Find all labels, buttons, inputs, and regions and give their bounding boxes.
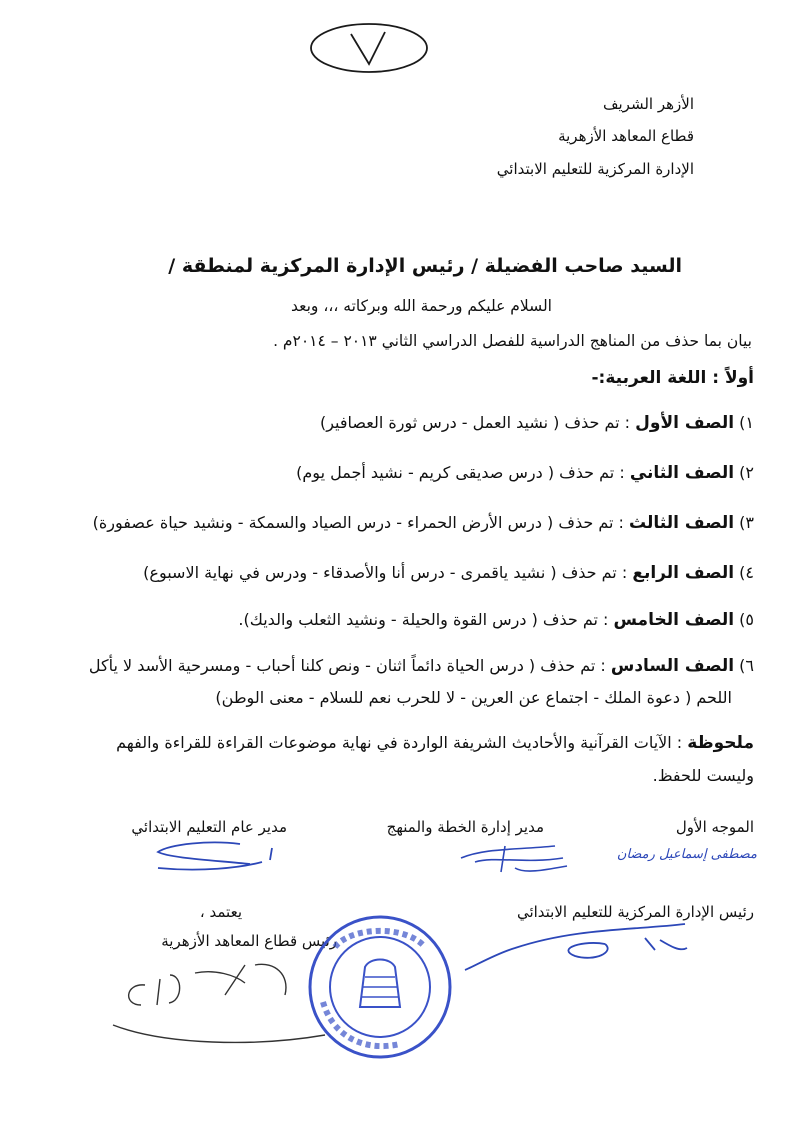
note-continuation: وليست للحفظ. <box>652 766 754 785</box>
official-stamp-seal-icon <box>305 912 455 1062</box>
item-grade: الصف السادس <box>610 656 735 676</box>
sector-head-title: رئيس قطاع المعاهد الأزهرية <box>161 932 337 950</box>
item-grade: الصف الرابع <box>632 563 735 583</box>
item-number: ٤) <box>739 563 754 582</box>
greeting: السلام عليكم ورحمة الله وبركاته ،،، وبعد <box>291 297 552 315</box>
note <box>116 733 754 753</box>
list-item <box>89 656 754 676</box>
list-item <box>93 513 754 533</box>
list-item <box>320 413 754 433</box>
item-grade: الصف الأول <box>635 413 735 433</box>
header-line-2: قطاع المعاهد الأزهرية <box>558 127 694 145</box>
list-item-continuation: اللحم ( دعوة الملك - اجتماع عن العرين - لا للحرب نعم للسلام - معنى الوطن) <box>215 688 732 707</box>
note-label: ملحوظة <box>687 733 754 753</box>
first-mentor-title: الموجه الأول <box>675 818 754 836</box>
item-grade: الصف الثاني <box>629 463 735 483</box>
item-number: ٣) <box>739 513 754 532</box>
plan-director-signature <box>455 838 575 878</box>
list-item <box>238 610 754 630</box>
item-number: ٥) <box>739 610 754 629</box>
header-line-3: الإدارة المركزية للتعليم الابتدائي <box>496 160 694 178</box>
approved-label: يعتمد ، <box>199 903 242 921</box>
item-number: ٢) <box>739 463 754 482</box>
list-item <box>143 563 754 583</box>
item-text: : تم حذف ( درس القوة والحيلة - ونشيد الثعلب والديك). <box>238 610 609 629</box>
item-grade: الصف الثالث <box>629 513 735 533</box>
sector-head-signature <box>105 955 335 1065</box>
central-head-signature <box>455 918 695 978</box>
general-director-signature <box>150 838 290 878</box>
general-director-title: مدير عام التعليم الابتدائي <box>131 818 287 836</box>
list-item <box>296 463 754 483</box>
item-grade: الصف الخامس <box>613 610 735 630</box>
central-head-title: رئيس الإدارة المركزية للتعليم الابتدائي <box>516 903 754 921</box>
intro-line: بيان بما حذف من المناهج الدراسية للفصل الدراسي الثاني ٢٠١٣ – ٢٠١٤م . <box>273 332 752 350</box>
first-mentor-signature: مصطفى إسماعيل رمضان <box>616 847 757 862</box>
header-line-1: الأزهر الشريف <box>602 95 694 113</box>
item-text: : تم حذف ( نشيد ياقمرى - درس أنا والأصدقاء - ودرس في نهاية الاسبوع) <box>143 563 628 582</box>
item-number: ٦) <box>739 656 754 675</box>
item-text: : تم حذف ( نشيد العمل - درس ثورة العصافير) <box>319 413 631 432</box>
item-text: : تم حذف ( درس الأرض الحمراء - درس الصياد والسمكة - ونشيد حياة عصفورة) <box>92 513 624 532</box>
plan-director-title: مدير إدارة الخطة والمنهج <box>386 818 544 836</box>
addressee-title: السيد صاحب الفضيلة / رئيس الإدارة المركزية لمنطقة / <box>168 255 682 277</box>
item-number: ١) <box>739 413 754 432</box>
check-mark-circle-icon <box>305 18 435 78</box>
item-text: : تم حذف ( درس صديقى كريم - نشيد أجمل يوم) <box>296 463 625 482</box>
note-text: : الآيات القرآنية والأحاديث الشريفة الواردة في نهاية موضوعات القراءة للقراءة والفهم <box>116 733 683 752</box>
item-text: : تم حذف ( درس الحياة دائماً اثنان - ونص كلنا أحباب - ومسرحية الأسد لا يأكل <box>88 656 606 675</box>
section-heading: أولاً : اللغة العربية:- <box>591 368 754 388</box>
